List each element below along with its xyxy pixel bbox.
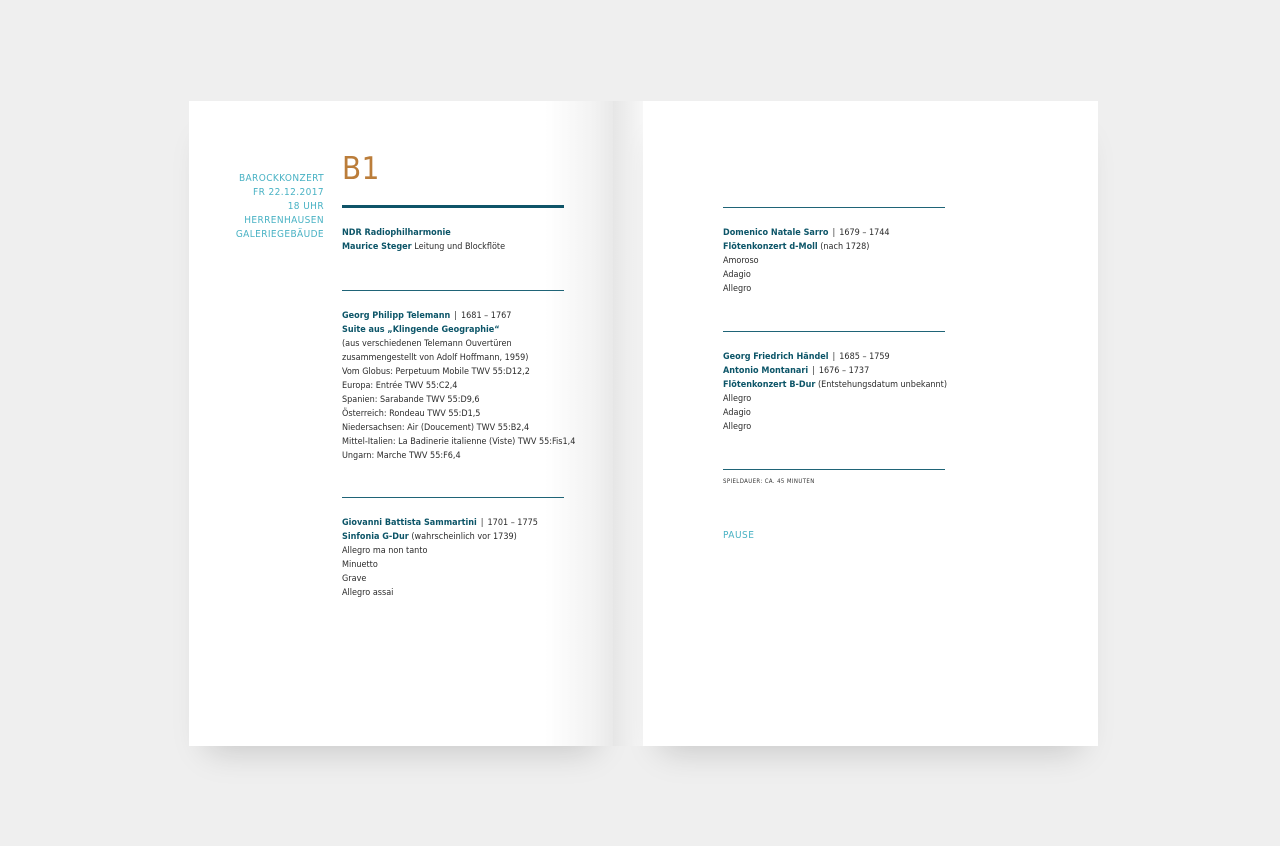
- composer-dates: 1685 – 1759: [839, 352, 890, 362]
- soloist-role: Leitung und Blockflöte: [414, 242, 506, 252]
- work-title: Flötenkonzert B-Dur: [723, 380, 816, 390]
- movement: Niedersachsen: Air (Doucement) TWV 55:B2,4: [342, 423, 530, 433]
- work-title: Suite aus „Klingende Geographie“: [342, 325, 500, 335]
- composer-name: Giovanni Battista Sammartini: [342, 518, 477, 528]
- movement: Ungarn: Marche TWV 55:F6,4: [342, 451, 461, 461]
- work-note: (aus verschiedenen Telemann Ouvertüren: [342, 339, 512, 349]
- movement: Allegro: [723, 394, 752, 404]
- composer-dates: 1676 – 1737: [818, 366, 870, 376]
- composer-name: Domenico Natale Sarro: [723, 228, 829, 238]
- work-note: (Entstehungsdatum unbekannt): [817, 380, 948, 390]
- soloist-name: Maurice Steger: [342, 242, 412, 252]
- movement: Adagio: [723, 270, 751, 280]
- movement: Allegro ma non tanto: [342, 546, 428, 556]
- work-note: (nach 1728): [820, 242, 870, 252]
- movement: Spanien: Sarabande TWV 55:D9,6: [342, 395, 480, 405]
- book-gutter: [613, 101, 643, 746]
- composer-dates: 1679 – 1744: [839, 228, 890, 238]
- movement: Europa: Entrée TWV 55:C2,4: [342, 381, 458, 391]
- separator: |: [832, 228, 836, 238]
- composer-name: Antonio Montanari: [723, 366, 809, 376]
- composer-dates: 1701 – 1775: [487, 518, 538, 528]
- event-title: BAROCKKONZERT: [238, 173, 324, 184]
- event-date: FR 22.12.2017: [253, 187, 324, 198]
- separator: |: [480, 518, 484, 528]
- haendel-block: [723, 350, 963, 434]
- event-hall: GALERIEGEBÄUDE: [235, 229, 324, 240]
- work-note: zusammengestellt von Adolf Hoffmann, 1959): [342, 353, 529, 363]
- movement: Allegro: [723, 284, 752, 294]
- movement: Vom Globus: Perpetuum Mobile TWV 55:D12,2: [342, 367, 530, 377]
- duration-note: SPIELDAUER: CA. 45 MINUTEN: [723, 478, 815, 485]
- sammartini-block: [342, 516, 582, 600]
- section-divider: [723, 469, 945, 470]
- movement: Mittel-Italien: La Badinerie italienne (Viste) TWV 55:Fis1,4: [342, 437, 576, 447]
- composer-name: Georg Philipp Telemann: [342, 311, 451, 321]
- ensemble-name: NDR Radiophilharmonie: [342, 228, 451, 238]
- movement: Österreich: Rondeau TWV 55:D1,5: [342, 409, 481, 419]
- header-divider: [342, 205, 564, 208]
- composer-dates: 1681 – 1767: [461, 311, 512, 321]
- movement: Amoroso: [723, 256, 759, 266]
- section-divider: [342, 290, 564, 291]
- sarro-block: [723, 226, 963, 296]
- event-time: 18 UHR: [287, 201, 324, 212]
- separator: |: [812, 366, 815, 376]
- movement: Grave: [342, 574, 367, 584]
- movement: Minuetto: [342, 560, 378, 570]
- composer-name: Georg Friedrich Händel: [723, 352, 829, 362]
- separator: |: [832, 352, 836, 362]
- section-divider: [342, 497, 564, 498]
- performers-block: [342, 226, 582, 254]
- event-info: [190, 172, 324, 242]
- event-venue: HERRENHAUSEN: [244, 215, 324, 226]
- section-divider: [723, 331, 945, 332]
- work-title: Flötenkonzert d-Moll: [723, 242, 818, 252]
- pause-label: PAUSE: [723, 530, 755, 541]
- program-code: B1: [342, 151, 380, 187]
- work-note: (wahrscheinlich vor 1739): [411, 532, 517, 542]
- work-title: Sinfonia G-Dur: [342, 532, 409, 542]
- section-divider: [723, 207, 945, 208]
- movement: Allegro assai: [342, 588, 394, 598]
- telemann-block: [342, 309, 582, 463]
- movement: Adagio: [723, 408, 751, 418]
- movement: Allegro: [723, 422, 752, 432]
- separator: |: [454, 311, 457, 321]
